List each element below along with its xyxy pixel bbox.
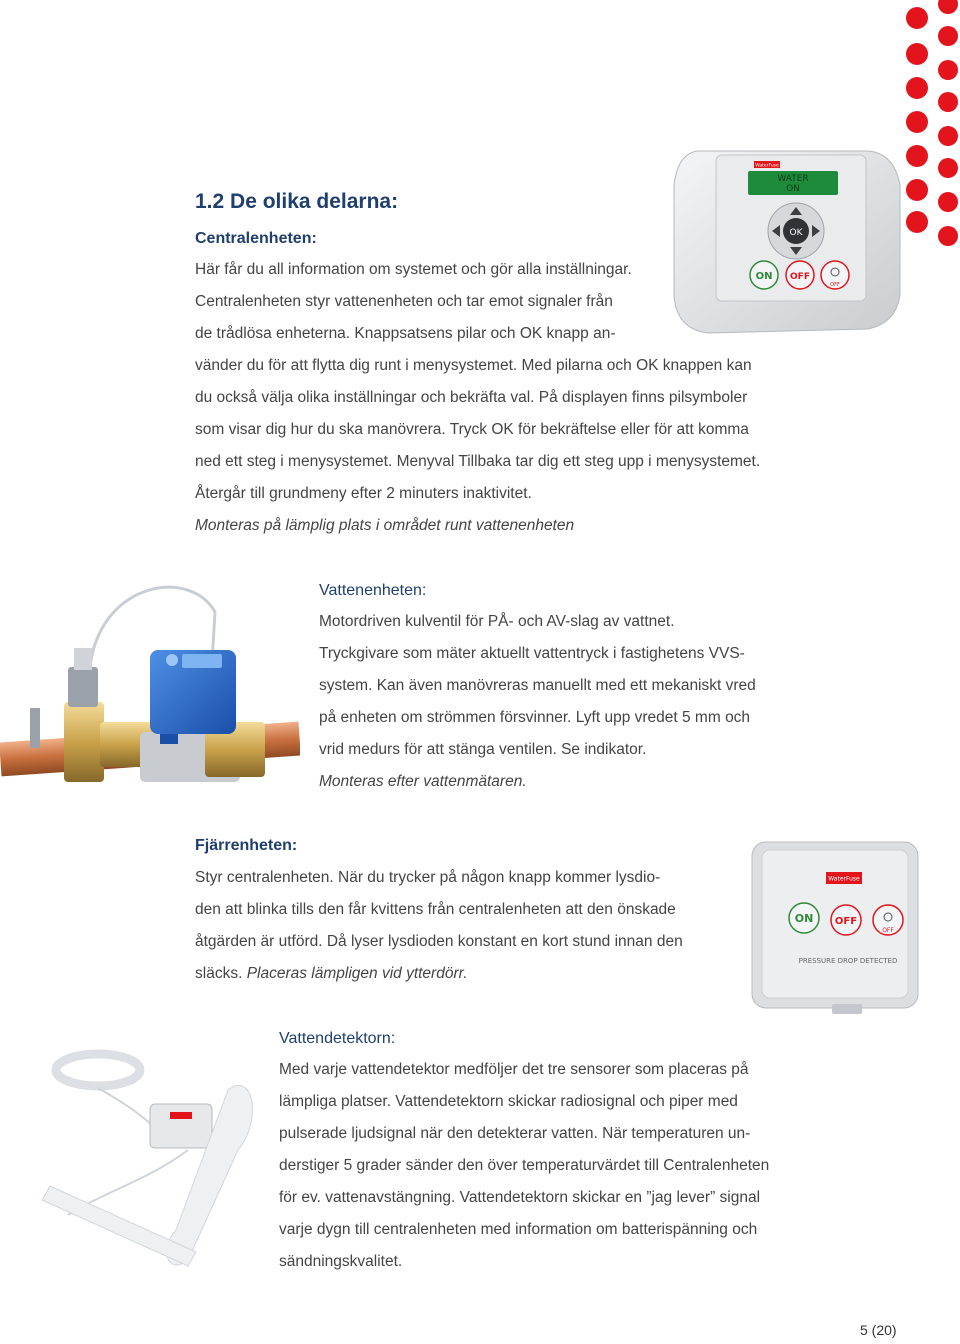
- water-detector-image: [38, 1040, 270, 1276]
- water-valve-image: [0, 572, 300, 800]
- remote-line: den att blinka tills den får kvittens från centralenheten att den önskade: [195, 901, 676, 918]
- water-unit-line: Motordriven kulventil för PÅ- och AV-slag av vattnet.: [319, 613, 675, 630]
- detector-heading: Vattendetektorn:: [279, 1030, 396, 1047]
- remote-line: Styr centralenheten. När du trycker på någon knapp kommer lysdio-: [195, 869, 661, 886]
- central-unit-image: [668, 145, 904, 335]
- central-line: Återgår till grundmeny efter 2 minuters inaktivitet.: [195, 485, 532, 502]
- central-display-line1: WATER: [777, 174, 809, 184]
- remote-caption: PRESSURE DROP DETECTED: [798, 957, 898, 965]
- remote-unit-image: [748, 838, 924, 1020]
- central-line: som visar dig hur du ska manövrera. Tryck OK för bekräftelse eller för att komma: [195, 421, 749, 438]
- remote-heading: Fjärrenheten:: [195, 837, 298, 854]
- central-line: de trådlösa enheterna. Knappsatsens pilar och OK knapp an-: [195, 325, 616, 342]
- water-unit-line: Tryckgivare som mäter aktuellt vattentryck i fastighetens VVS-: [319, 645, 745, 662]
- water-unit-note: Monteras efter vattenmätaren.: [319, 773, 527, 790]
- water-unit-body: [319, 606, 756, 798]
- off-button-label: OFF: [790, 272, 810, 282]
- central-line: Centralenheten styr vattenenheten och tar emot signaler från: [195, 293, 613, 310]
- remote-body: [195, 862, 683, 990]
- timer-off-label: OFF: [830, 282, 840, 288]
- detector-line: lämpliga platser. Vattendetektorn skickar radiosignal och piper med: [279, 1093, 738, 1110]
- central-note: Monteras på lämplig plats i området runt vattenenheten: [195, 517, 575, 534]
- central-heading: Centralenheten:: [195, 230, 317, 247]
- detector-line: derstiger 5 grader sänder den över temperaturvärdet till Centralenheten: [279, 1157, 770, 1174]
- ok-button-label: OK: [789, 228, 803, 238]
- detector-line: pulserade ljudsignal när den detekterar vatten. När temperaturen un-: [279, 1125, 751, 1142]
- central-line: du också välja olika inställningar och bekräfta val. På displayen finns pilsymboler: [195, 389, 748, 406]
- water-unit-line: system. Kan även manövreras manuellt med ett mekaniskt vred: [319, 677, 756, 694]
- water-unit-line: vrid medurs för att stänga ventilen. Se indikator.: [319, 741, 647, 758]
- detector-line: varje dygn till centralenheten med information om batterispänning och: [279, 1221, 758, 1238]
- detector-line: för ev. vattenavstängning. Vattendetektorn skickar en ”jag lever” signal: [279, 1189, 761, 1206]
- on-button-label: ON: [755, 271, 773, 282]
- red-dot-pattern: [900, 0, 960, 250]
- remote-timer-off-label: OFF: [882, 927, 894, 934]
- detector-line: Med varje vattendetektor medföljer det tre sensorer som placeras på: [279, 1061, 749, 1078]
- remote-last-line: [195, 958, 683, 990]
- remote-line: åtgärden är utförd. Då lyser lysdioden konstant en kort stund innan den: [195, 933, 683, 950]
- remote-last-plain: släcks.: [195, 965, 247, 982]
- central-brand: WaterFuse: [755, 163, 779, 169]
- remote-brand: WaterFuse: [828, 875, 860, 883]
- central-line: Här får du all information om systemet och gör alla inställningar.: [195, 261, 632, 278]
- page-number: 5 (20): [860, 1322, 897, 1338]
- remote-on-label: ON: [794, 912, 814, 925]
- central-line: ned ett steg i menysystemet. Menyval Tillbaka tar dig ett steg upp i menysystemet.: [195, 453, 761, 470]
- central-display-line2: ON: [786, 184, 800, 194]
- detector-body: [279, 1054, 769, 1278]
- remote-off-label: OFF: [834, 916, 858, 927]
- central-line: vänder du för att flytta dig runt i menysystemet. Med pilarna och OK knappen kan: [195, 357, 752, 374]
- water-unit-line: på enheten om strömmen försvinner. Lyft upp vredet 5 mm och: [319, 709, 751, 726]
- water-unit-heading: Vattenenheten:: [319, 582, 427, 599]
- section-title: 1.2 De olika delarna:: [195, 190, 399, 213]
- remote-note: Placeras lämpligen vid ytterdörr.: [246, 965, 468, 982]
- detector-line: sändningskvalitet.: [279, 1253, 403, 1270]
